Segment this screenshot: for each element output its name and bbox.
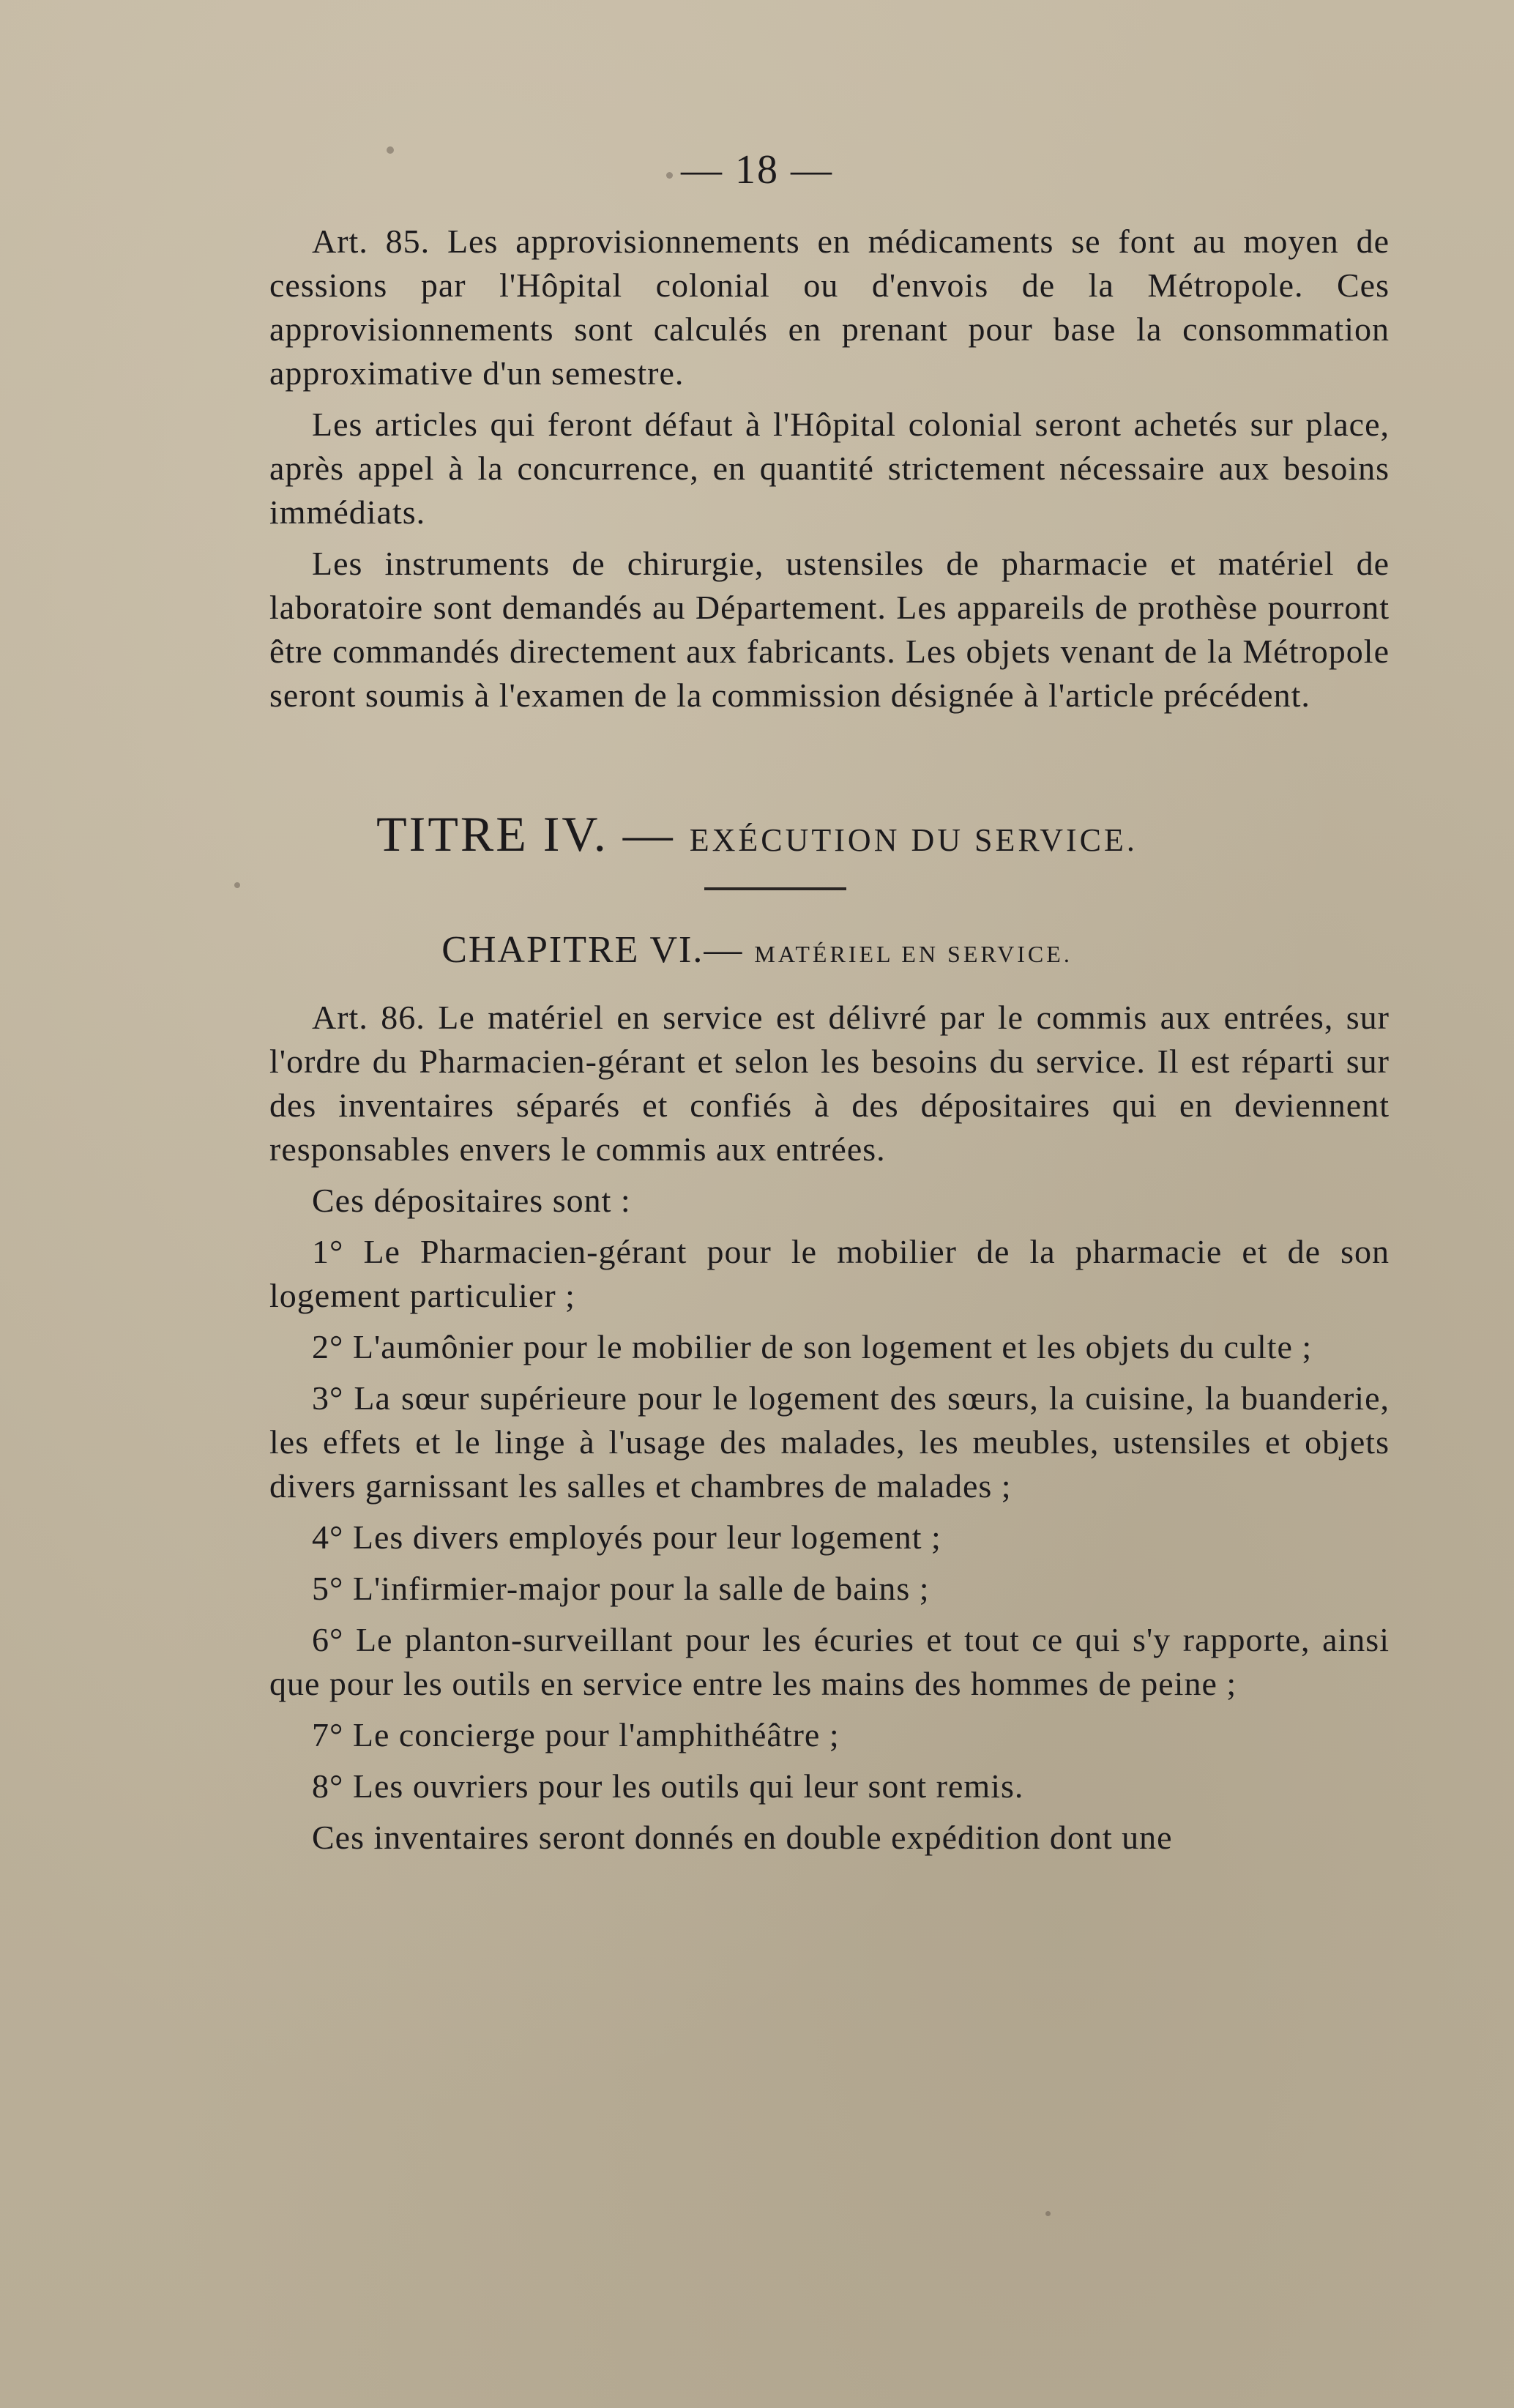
- list-item: 7° Le concierge pour l'amphithéâtre ;: [312, 1716, 840, 1753]
- list-item: 6° Le planton-surveillant pour les écuries et tout ce qui s'y rapporte, ainsi que pour les outils en service entre les mains des hommes de peine ;: [269, 1621, 1390, 1702]
- chapitre-subtitle: MATÉRIEL EN SERVICE.: [754, 941, 1073, 967]
- titre-subtitle: EXÉCUTION DU SERVICE.: [689, 822, 1138, 858]
- page-number: — 18 —: [681, 147, 833, 193]
- list-item: 4° Les divers employés pour leur logement ;: [312, 1518, 941, 1556]
- chapitre-heading: [0, 928, 1514, 972]
- list-item: 3° La sœur supérieure pour le logement des sœurs, la cuisine, la buanderie, les effets et le linge à l'usage des malades, les meubles, ustensiles et objets divers garnissant les salles et chambres de malades ;: [269, 1379, 1390, 1505]
- article-86-section: [269, 996, 1390, 1867]
- section-divider: [704, 887, 846, 890]
- paragraph: Art. 85. Les approvisionnements en médicaments se font au moyen de cessions par l'Hôpital colonial ou d'envois de la Métropole. Ces approvisionnements sont calculés en prenant pour base la consommation approximative d'un semestre.: [269, 223, 1390, 392]
- titre-heading: [0, 805, 1514, 863]
- ink-speck: [234, 882, 240, 888]
- list-item: 5° L'infirmier-major pour la salle de bains ;: [312, 1570, 930, 1607]
- article-85-section: [269, 220, 1390, 725]
- list-item: 1° Le Pharmacien-gérant pour le mobilier de la pharmacie et de son logement particulier ;: [269, 1233, 1390, 1314]
- paragraph: Les articles qui feront défaut à l'Hôpital colonial seront achetés sur place, après appel à la concurrence, en quantité strictement nécessaire aux besoins immédiats.: [269, 406, 1390, 531]
- paragraph: Art. 86. Le matériel en service est délivré par le commis aux entrées, sur l'ordre du Pharmacien-gérant et selon les besoins du service. Il est réparti sur des inventaires séparés et confiés à des dépositaires qui en deviennent responsables envers le commis aux entrées.: [269, 999, 1390, 1168]
- paragraph: Ces dépositaires sont :: [312, 1182, 631, 1219]
- list-item: 2° L'aumônier pour le mobilier de son logement et les objets du culte ;: [312, 1328, 1313, 1365]
- chapitre-main: CHAPITRE VI.—: [441, 929, 744, 971]
- paragraph: Ces inventaires seront donnés en double expédition dont une: [312, 1819, 1173, 1856]
- titre-main: TITRE IV. —: [376, 806, 675, 862]
- list-item: 8° Les ouvriers pour les outils qui leur sont remis.: [312, 1767, 1024, 1805]
- ink-speck: [1045, 2211, 1051, 2216]
- paragraph: Les instruments de chirurgie, ustensiles de pharmacie et matériel de laboratoire sont demandés au Département. Les appareils de prothèse pourront être commandés directement aux fabricants. Les objets venant de la Métropole seront soumis à l'examen de la commission désignée à l'article précédent.: [269, 545, 1390, 714]
